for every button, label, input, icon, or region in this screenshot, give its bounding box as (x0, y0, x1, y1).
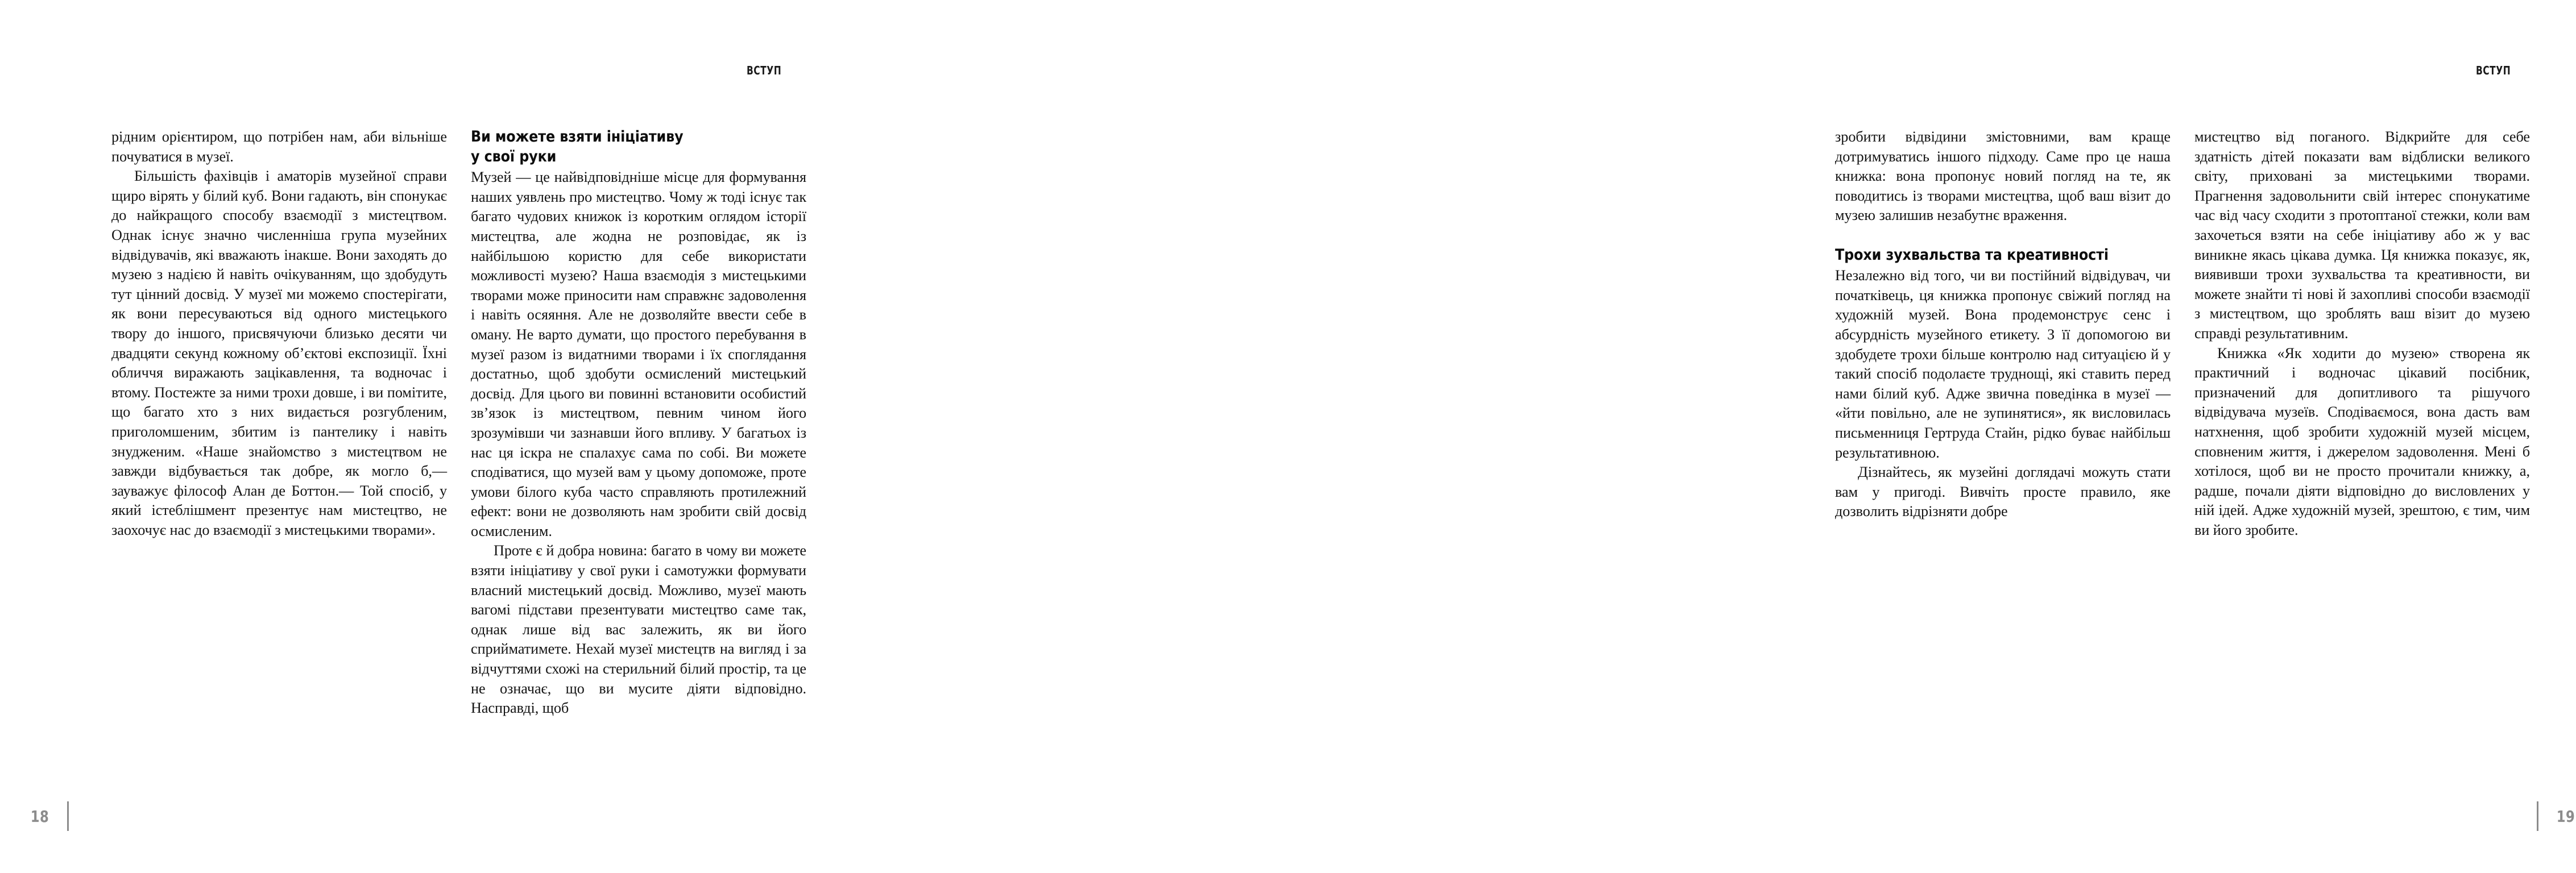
folio-rule (2537, 801, 2538, 831)
section-heading-line-2: у свої руки (471, 147, 557, 165)
section-heading (471, 127, 806, 167)
section-heading-line-1: Ви можете взяти ініціативу (471, 128, 684, 146)
column-4 (2194, 127, 2530, 540)
page-number: 18 (30, 807, 49, 826)
folio-left (30, 800, 69, 832)
section-heading: Трохи зухвальства та креативності (1835, 246, 2109, 264)
page-left (0, 0, 873, 873)
paragraph: Музей — це найвідповідніше місце для формування наших уявлень про мистецтво. Чому ж тоді існує так багато чудових книжок із коротким оглядом історії мистецтва, але жодна не розповідає, як із найбільшою користю для себе використати можливості музею? Наша взаємодія з мистецькими творами може приносити нам справжнє задоволення і навіть осяяння. Але не дозволяйте ввести себе в оману. Не варто думати, що простого перебування в музеї разом із видатними творами і їх споглядання достатньо, щоб здобути осмислений мистецький досвід. Для цього ви повинні встановити особистий зв’язок із мистецтвом, певним чином його зрозумівши чи зазнавши його впливу. У багатьох із нас ця іскра не спалахує сама по собі. Ви можете сподіватися, що музей вам у цьому допоможе, проте умови білого куба часто справляють протилежний ефект: вони не дозволяють нам зробити свій досвід осмисленим. (471, 169, 806, 539)
paragraph: Книжка «Як ходити до музею» створена як практичний і водночас цікавий посібник, призначений для допитливого та рішучого відвідувача музеїв. Сподіваємося, вона дасть вам натхнення, щоб зробити художній музей місцем, сповненим життя, і джерелом задоволення. Мені б хотілося, щоб ви не просто прочитали книжку, а, радше, почали діяти відповідно до висловлених у ній ідей. Адже художній музей, зрештою, є тим, чим ви його зробите. (2194, 344, 2530, 538)
paragraph: Більшість фахівців і аматорів музейної справи щиро вірять у білий куб. Вони гадають, він спонукає до найкращого способу взаємодії з мистецтвом. Однак існує значно численніша група музейних відвідувачів, які вважають інакше. Вони заходять до музею з надією й навіть очікуванням, що здобудуть тут цінний досвід. У музеї ми можемо спостерігати, як вони пересуваються від одного мистецького твору до іншого, присвячуючи близько десяти чи двадцяти секунд кожному об’єктові експозиції. Їхні обличчя виражають зацікавлення, та водночас і втому. Постежте за ними трохи довше, і ви помітите, що багато хто з них видається розгубленим, приголомшеним, збитим із пантелику і навіть знудженим. «Наше знайомство з мистецтвом не завжди відбувається так добре, як могло б,— зауважує філософ Алан де Боттон.— Той спосіб, у який істеблішмент презентує нам мистецтво, не заохочує нас до взаємодії з мистецькими творами». (111, 168, 447, 538)
paragraph: Незалежно від того, чи ви постійний відвідувач, чи початківець, ця книжка пропонує свіжий погляд на художній музей. Вона продемонструє сенс і абсурдність музейного етикету. З її допомогою ви здобудете трохи більше контролю над ситуацією й у такий спосіб подолаєте труднощі, які ставить перед нами білий куб. Адже звична поведінка в музеї — «йти повільно, але не зупинятися», як висловилась письменниця Гертруда Стайн, рідко буває найбільш результативною. (1835, 267, 2171, 461)
columns-right-page (1835, 127, 2530, 540)
column-2 (471, 127, 806, 718)
paragraph: мистецтво від поганого. Відкрийте для себе здатність дітей показати вам відблиски великого світу, приховані за мистецькими творами. Прагнення задовольнити свій інтерес спонукатиме час від часу сходити з протоптаної стежки, коли вам захочеться взяти на себе ініціативу або ж у вас виникне якась цікава думка. Ця книжка показує, як, виявивши трохи зухвальства та креативности, ви можете знайти ті нові й захопливі способи взаємодії з мистецтвом, що зроблять ваш візит до музею справді результативним. (2194, 128, 2530, 342)
running-head-right: ВСТУП (2476, 64, 2511, 77)
column-3 (1835, 127, 2171, 540)
paragraph: зробити відвідини змістовними, вам краще дотримуватись іншого підходу. Саме про це наша книжка: вона пропонує новий погляд на те, як поводитись із творами мистецтва, щоб ваш візит до музею залишив незабутнє враження. (1835, 128, 2171, 224)
column-1 (111, 127, 447, 718)
folio-rule (67, 801, 69, 831)
columns-left-page (111, 127, 806, 718)
paragraph: Проте є й добра новина: багато в чому ви можете взяти ініціативу у свої руки і самотужки формувати власний мистецький досвід. Можливо, музеї мають вагомі підстави презентувати мистецтво саме так, однак лише від вас залежить, як ви його сприйматимете. Нехай музеї мистецтв на вигляд і за відчуттями схожі на стерильний білий простір, та це не означає, що ви мусите діяти відповідно. Насправді, щоб (471, 542, 806, 717)
running-head-left: ВСТУП (747, 64, 782, 77)
paragraph: Дізнайтесь, як музейні доглядачі можуть стати вам у пригоді. Вивчіть просте правило, яке дозволить відрізняти добре (1835, 464, 2171, 520)
page-number: 19 (2556, 807, 2575, 826)
page-right (873, 0, 2575, 873)
paragraph: рідним орієнтиром, що потрібен нам, аби вільніше почуватися в музеї. (111, 128, 447, 165)
folio-right (2537, 800, 2576, 832)
